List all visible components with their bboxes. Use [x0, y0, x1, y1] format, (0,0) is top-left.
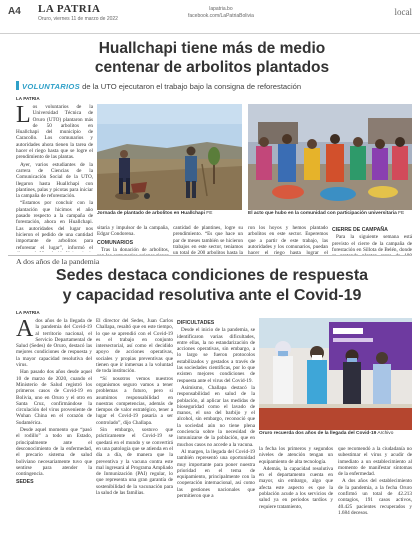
- article2-column-1: [16, 318, 92, 528]
- article2-paragraph: que recomendó a la ciudadanía no subestimar el virus y acudir de inmediato a un establecimiento al momento de manifestar síntomas de la enfermedad.: [338, 446, 412, 478]
- article1-byline: LA PATRIA: [16, 96, 40, 101]
- article2-paragraph: Desde aquel momento que “pasó el rodillo” a todo un Estado, principalmente ante el desconocimiento de la enfermedad, el precario sistema de salud boliviano necesariamente tuvo que sentirse para atender la contingencia.: [16, 427, 92, 478]
- article1-column-4: [248, 225, 328, 255]
- article1-paragraph: cantidad de plantines, logre su prendimiento. “Es que hace un par de meses también se hicieron trabajos en este sector, teníamos un total de 200 arbolitos hasta la: [173, 225, 243, 255]
- kicker-bar: [16, 81, 19, 90]
- article2-paragraph: Al margen, la llegada del Covid-19 también representó una oportunidad muy importante para poner nuestra prioridad en el tema de equipamiento, principalmente con la cooperación internacional, así como las gestiones nacionales que permitieron que a: [177, 448, 255, 500]
- article2-paragraph: Además, la capacidad resolutiva en el departamento cuenta en mayor, sin embargo, algo que afecta este aspecto es que la población acude a los servicios de salud ya en periodos tardíos y requiere tratamiento,: [259, 465, 333, 510]
- photo2-credit: FE: [398, 211, 405, 216]
- article2-subhead-sedes: SEDES: [16, 479, 34, 486]
- social-links: [188, 6, 254, 20]
- reforestation-photo-caption: [97, 211, 242, 217]
- article1-subhead-cierre: CIERRE DE CAMPAÑA: [332, 227, 388, 233]
- covid-photo-credit: Archivo: [377, 431, 394, 436]
- article1-kicker-row: [16, 81, 408, 91]
- photo2-caption-text: El acto que hubo en la comunidad con participación universitaria: [248, 211, 397, 216]
- article2-paragraph: Desde el inicio de la pandemia, se identificaron varias dificultades, entre ellas, la no estandarización de acciones operativas, sin embargo, a lo largo se fueron protocolos estabilizados y gestados a través de las sociedades científicas, por lo que existen mejores condiciones de respuesta ante el virus del Covid-19.: [177, 327, 255, 384]
- article2-dropcap: A: [16, 318, 34, 342]
- article1-headline: [16, 39, 408, 77]
- article2-paragraph: dos años de la llegada de la pandemia del Covid-19 al territorio nacional, el Servicio Departamental de Salud (Sedes) de Oruro, destacó las mejores condiciones de respuesta y la mayor capacidad resolutiva del virus.: [16, 318, 92, 369]
- article1-subhead-comunarios: COMUNARIOS: [97, 239, 134, 246]
- facebook-link[interactable]: facebook.com/LaPatriaBolivia: [188, 13, 254, 19]
- covid-ceremony-photo: [259, 318, 412, 430]
- article1-column-2: [97, 225, 169, 255]
- article1-headline-line2: centenar de arbolitos plantados: [94, 59, 330, 76]
- article1-paragraph: Ayer, varios estudiantes de la carrera de Ciencias de la Comunicación Social de la UTO, llegaron hasta Huallchapi con plantines, palas y picotas para iniciar la campaña de reforestación.: [16, 161, 93, 200]
- page-header: [0, 0, 420, 34]
- website-link[interactable]: lapatria.bo: [209, 6, 233, 12]
- article1-dropcap: L: [16, 104, 31, 128]
- article2-paragraph: Asimismo, Challapa destacó la responsabilidad en salud de la población, al aplicar las medidas de bioseguridad como el lavado de manos, el uso del barbijo y el alcohol, sin embargo, reconoció que la sociedad aún no tiene plena conciencia sobre la necesidad de inmunizarse de la población, que en muchos casos no accede a la vacuna.: [177, 384, 255, 448]
- article2-paragraph: El director del Sedes, Juan Carlos Challapa, resaltó que en este tiempo, lo que se aprendió con el Covid-19 es el trabajo en conjunto intersectorial, así como el decidido apoyo de acciones operativas, sociales y propias preventivas que tienen que ir inmersas a la voluntad de toda institución.: [96, 318, 173, 375]
- article2-headline-line1: Sedes destaca condiciones de respuesta: [55, 267, 369, 284]
- article1-column-5: [332, 225, 412, 255]
- article2-column-2: [96, 318, 173, 528]
- article2-paragraph: A dos años del establecimiento de la pandemia, a la fecha Oruro confirmó un total de 42.213 contagios, 191 casos activos, 40.425 pacientes recuperados y 1.684 decesos.: [338, 478, 412, 516]
- dateline: Oruro, viernes 11 de marzo de 2022: [38, 16, 118, 22]
- photo1-credit: FE: [206, 211, 213, 216]
- covid-caption-text: Oruro recuerda dos años de la llegada del Covid-19: [259, 431, 377, 436]
- article1-kicker: VOLUNTARIOS: [22, 82, 81, 91]
- photo1-caption-text: Jornada de plantado de arbolitos en Huallchapi: [97, 211, 205, 216]
- community-photo: [248, 104, 412, 210]
- newspaper-brand: LA PATRIA: [38, 3, 101, 15]
- community-photo-caption: [248, 211, 412, 217]
- article2-headline: [16, 266, 408, 306]
- reforestation-photo: [97, 104, 242, 210]
- article1-headline-line1: Huallchapi tiene más de medio: [98, 40, 326, 57]
- article2-column-3: [177, 318, 255, 528]
- article1-column-3: [173, 225, 243, 255]
- article1-paragraph: os voluntarios de la Universidad Técnica de Oruro (UTO) plantaron más de 50 arbolitos en Huallchapi del municipio de Caracollo. Los comunarios y autoridades ahora tienen la tarea de hacer el riego hasta que se logre el prendimiento de las plantas.: [16, 104, 93, 161]
- article1-kicker-sub: de la UTO ejecutaron el trabajo bajo la consigna de reforestación: [82, 82, 302, 91]
- article2-paragraph: la fecha los primeros y segundos niveles de atención tengan un equipamiento de alta tecnología.: [259, 446, 333, 465]
- article2-paragraph: Han pasado dos años desde aquel 10 de marzo de 2020, cuando el Ministerio de Salud registró los primeros casos de Covid-19 en Bolivia, uno en Oruro y el otro en Santa Cruz, confirmándose la circulación del virus proveniente de Wuhan China en el corazón de Sudamérica.: [16, 369, 92, 426]
- article1-column-1: [16, 104, 93, 252]
- article2-kicker: A dos años de la pandemia: [16, 257, 100, 266]
- article2-byline: LA PATRIA: [16, 310, 40, 315]
- article1-paragraph: Tras la donación de arbolitos,: [101, 246, 169, 253]
- article1-paragraph: ron los hoyos y hemos plantado arbolitos en este sector. Esperemos que a partir de este trabajo, las autoridades y los comunarios, puedan hacer el riego hasta lograr el: [248, 225, 328, 255]
- article-divider: [8, 255, 412, 256]
- article2-column-5: [338, 446, 412, 528]
- page-number: A4: [8, 6, 21, 17]
- article2-headline-line2: y capacidad resolutiva ante el Covid-19: [62, 287, 362, 304]
- article1-paragraph: sitaria y impulsor de la campaña, Edgar Condorena.: [97, 225, 169, 238]
- article1-paragraph: Para la siguiente semana está previsto el cierre de la campaña de forestación en Sillota de Belén, donde: [332, 234, 412, 253]
- article2-paragraph: Sin embargo, sostuvo que prácticamente el Covid-19 se quedará en el mundo y se convertirá en una patología que se atienda en el día a día, de manera que la preventiva y la vacuna contra este mal ingresará al Programa Ampliado de Inmunización (PAI) regular, lo que representa una gran garantía de sostenibilidad de la vacunación para la salud de las familias.: [96, 427, 173, 497]
- article2-column-4: [259, 446, 333, 528]
- article2-paragraph: “Sí nosotros vemos nuestros organismos seguro vamos a tener problemas a futuro, pero si asumimos responsabilidad en nuestras competencias, además de tiempos de valor estratégico, tener a lugar el Covid-19 pasaría a ser controlado”, dijo Challapa.: [96, 375, 173, 426]
- section-label: local: [394, 7, 412, 17]
- article2-subhead-dificultades: DIFICULTADES: [177, 320, 215, 326]
- article1-paragraph: “Estamos por concluir con la plantación que hicimos el año pasado respecto a la campaña de forestación, ahora en Huallchapi. Las autoridades del lugar nos hicieron el pedido de una cantidad importante de arbolitos para reforestar el lugar”, informó el: [16, 200, 93, 251]
- covid-photo-caption: [259, 431, 412, 437]
